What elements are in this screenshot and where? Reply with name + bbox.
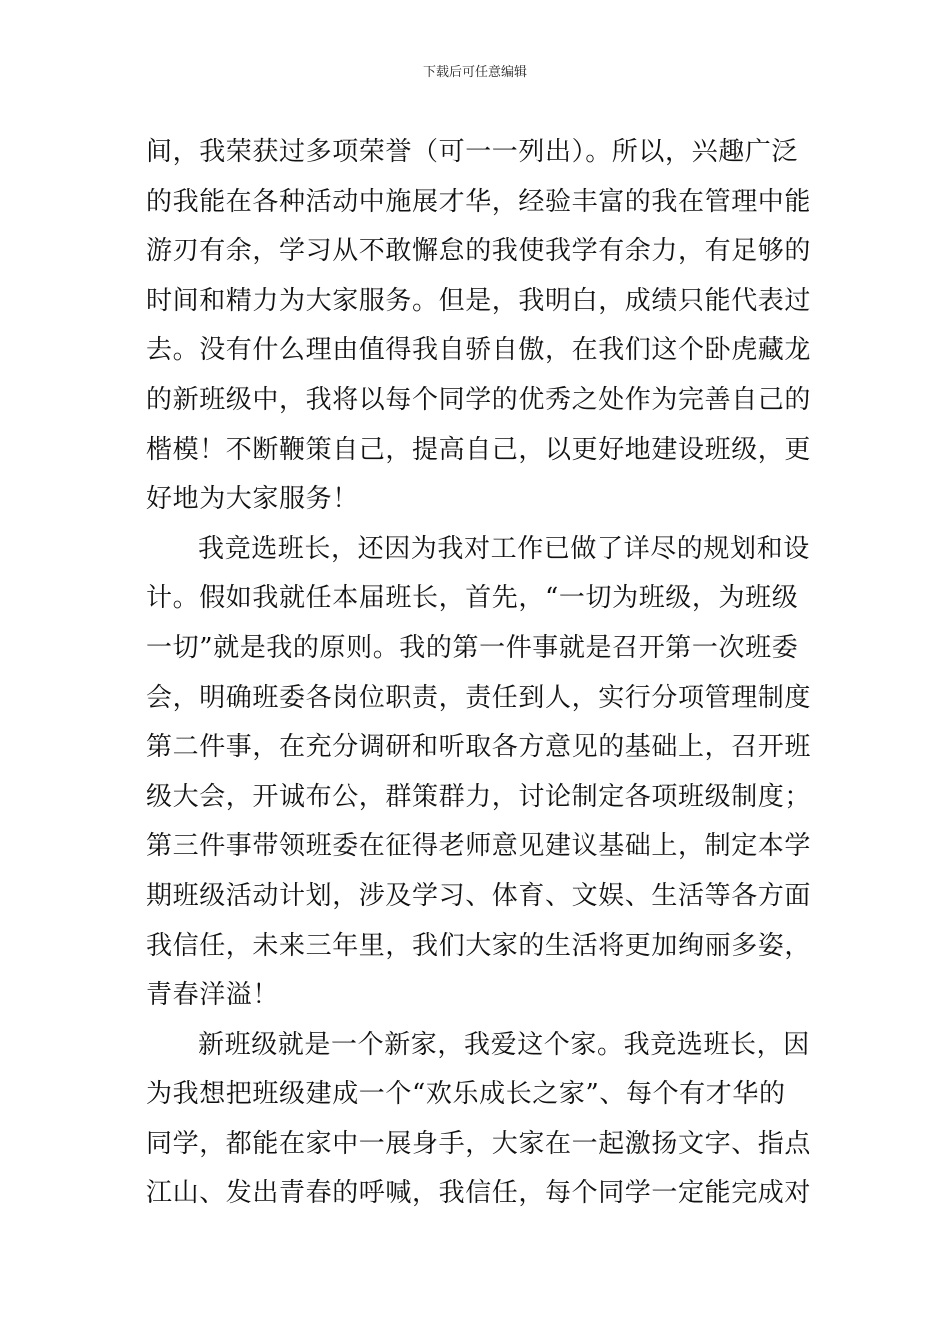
text-line: 第二件事，在充分调研和听取各方意见的基础上，召开班 — [146, 732, 812, 763]
text-line: 去。没有什么理由值得我自骄自傲，在我们这个卧虎藏龙 — [146, 335, 812, 366]
text-line: 好地为大家服务！ — [146, 484, 359, 515]
text-line: 间，我荣获过多项荣誉（可一一列出）。所以，兴趣广泛 — [146, 137, 799, 167]
text-line: 计。假如我就任本届班长，首先，“一切为班级，为班级 — [146, 583, 799, 614]
paragraph-start-line: 新班级就是一个新家，我爱这个家。我竞选班长，因 — [198, 1029, 810, 1060]
text-line: 楷模！不断鞭策自己，提高自己，以更好地建设班级，更 — [146, 434, 812, 465]
text-line: 期班级活动计划，涉及学习、体育、文娱、生活等各方面 — [146, 880, 812, 911]
text-line: 的我能在各种活动中施展才华，经验丰富的我在管理中能 — [146, 186, 812, 217]
paragraph-start-line: 我竞选班长，还因为我对工作已做了详尽的规划和设 — [198, 533, 810, 564]
document-body — [146, 128, 816, 1219]
text-line: 游刃有余，学习从不敢懈怠的我使我学有余力，有足够的 — [146, 236, 812, 267]
text-line: 时间和精力为大家服务。但是，我明白，成绩只能代表过 — [146, 285, 812, 316]
text-line: 青春洋溢！ — [146, 980, 280, 1011]
page-header: 下载后可任意编辑 — [422, 65, 527, 80]
text-line: 我信任，未来三年里，我们大家的生活将更加绚丽多姿， — [146, 930, 812, 961]
text-line: 一切”就是我的原则。我的第一件事就是召开第一次班委 — [146, 632, 799, 663]
text-line: 会，明确班委各岗位职责，责任到人，实行分项管理制度 — [146, 682, 812, 713]
text-line: 的新班级中，我将以每个同学的优秀之处作为完善自己的 — [146, 384, 812, 415]
text-line: 第三件事带领班委在征得老师意见建议基础上，制定本学 — [146, 831, 812, 862]
text-line: 级大会，开诚布公，群策群力，讨论制定各项班级制度； — [146, 781, 812, 812]
text-line: 为我想把班级建成一个“欢乐成长之家”、每个有才华的 — [146, 1079, 786, 1110]
text-line: 同学，都能在家中一展身手，大家在一起激扬文字、指点 — [146, 1128, 812, 1159]
text-line: 江山、发出青春的呼喊，我信任，每个同学一定能完成对 — [146, 1178, 812, 1209]
